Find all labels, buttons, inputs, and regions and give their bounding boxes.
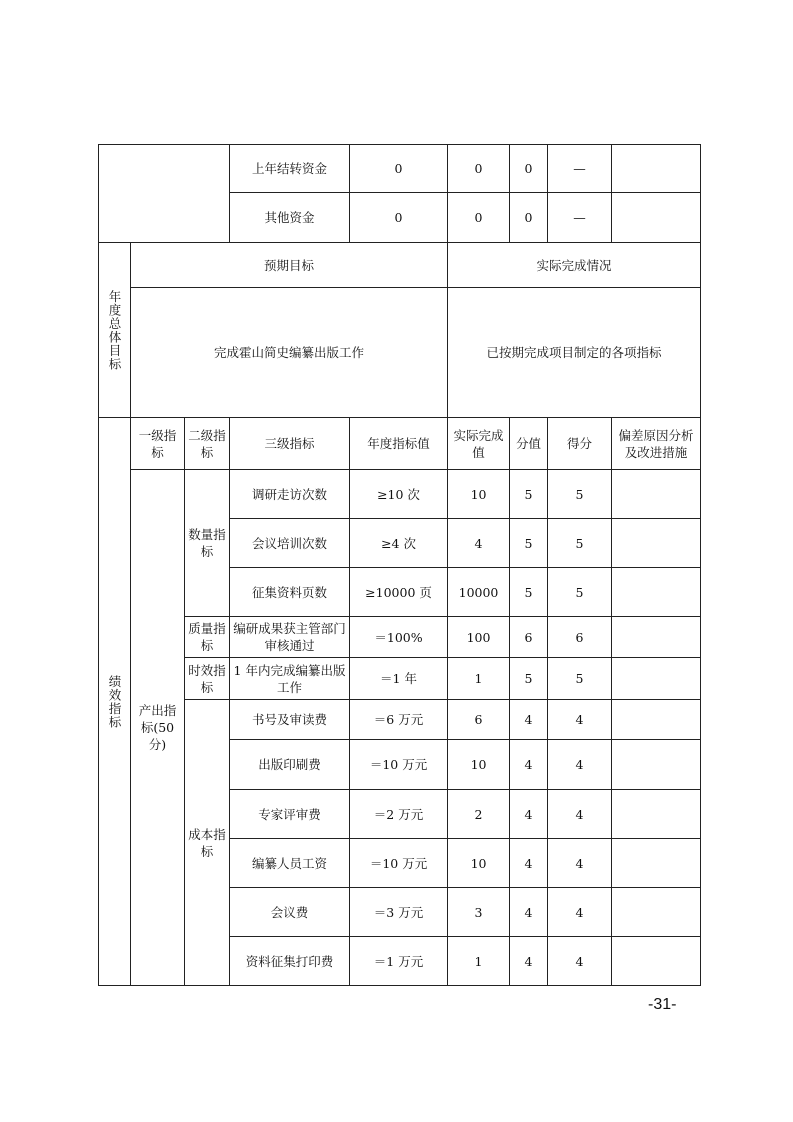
performance-table (98, 144, 701, 986)
indicator-weight: 4 (510, 790, 548, 839)
funding-blank-cell (99, 145, 230, 243)
indicator-target: ＝6 万元 (350, 700, 448, 740)
indicator-row (99, 617, 701, 658)
indicator-actual: 10 (448, 470, 510, 519)
indicator-row (99, 658, 701, 700)
indicator-score: 4 (548, 740, 612, 790)
indicator-score: 5 (548, 568, 612, 617)
indicator-note (612, 839, 701, 888)
indicator-note (612, 617, 701, 658)
indicator-weight: 4 (510, 700, 548, 740)
expected-goal-text: 完成霍山简史编纂出版工作 (131, 288, 448, 418)
indicator-name: 1 年内完成编纂出版工作 (230, 658, 350, 700)
funding-value: — (548, 193, 612, 243)
indicator-note (612, 937, 701, 986)
group-quantity: 数量指标 (185, 470, 230, 617)
indicator-weight: 5 (510, 568, 548, 617)
level1-cell: 产出指标(50分) (131, 470, 185, 986)
indicator-actual: 100 (448, 617, 510, 658)
indicator-target: ＝100% (350, 617, 448, 658)
indicator-score: 5 (548, 658, 612, 700)
indicator-score: 4 (548, 700, 612, 740)
indicator-weight: 5 (510, 470, 548, 519)
actual-header: 实际完成情况 (448, 243, 701, 288)
indicator-weight: 4 (510, 740, 548, 790)
indicator-name: 出版印刷费 (230, 740, 350, 790)
indicator-weight: 4 (510, 839, 548, 888)
indicator-target: ≥10 次 (350, 470, 448, 519)
indicator-note (612, 568, 701, 617)
header-target: 年度指标值 (350, 418, 448, 470)
header-weight: 分值 (510, 418, 548, 470)
indicator-note (612, 519, 701, 568)
indicator-actual: 10 (448, 740, 510, 790)
goal-content-row (99, 288, 701, 418)
indicator-name: 会议费 (230, 888, 350, 937)
header-note: 偏差原因分析及改进措施 (612, 418, 701, 470)
indicator-weight: 6 (510, 617, 548, 658)
funding-value: 0 (448, 193, 510, 243)
group-timeliness: 时效指标 (185, 658, 230, 700)
performance-label: 绩效指标 (107, 674, 122, 729)
header-actual: 实际完成值 (448, 418, 510, 470)
performance-label-cell (99, 418, 131, 986)
indicator-name: 会议培训次数 (230, 519, 350, 568)
indicator-score: 4 (548, 790, 612, 839)
indicator-score: 4 (548, 937, 612, 986)
goal-header-row (99, 243, 701, 288)
funding-value (612, 145, 701, 193)
indicator-actual: 1 (448, 658, 510, 700)
indicator-actual: 1 (448, 937, 510, 986)
funding-value: 0 (448, 145, 510, 193)
expected-header: 预期目标 (131, 243, 448, 288)
indicator-header-row (99, 418, 701, 470)
indicator-target: ＝3 万元 (350, 888, 448, 937)
indicator-note (612, 790, 701, 839)
indicator-target: ＝10 万元 (350, 740, 448, 790)
annual-goal-label-cell (99, 243, 131, 418)
indicator-actual: 10 (448, 839, 510, 888)
indicator-target: ＝10 万元 (350, 839, 448, 888)
indicator-actual: 10000 (448, 568, 510, 617)
funding-value: 0 (350, 145, 448, 193)
indicator-target: ≥10000 页 (350, 568, 448, 617)
indicator-score: 5 (548, 470, 612, 519)
group-cost: 成本指标 (185, 700, 230, 986)
indicator-row (99, 700, 701, 740)
annual-goal-label: 年度总体目标 (107, 289, 122, 371)
indicator-target: ≥4 次 (350, 519, 448, 568)
funding-value: — (548, 145, 612, 193)
header-level1: 一级指标 (131, 418, 185, 470)
indicator-actual: 3 (448, 888, 510, 937)
indicator-weight: 4 (510, 937, 548, 986)
funding-label: 上年结转资金 (230, 145, 350, 193)
group-quality: 质量指标 (185, 617, 230, 658)
indicator-actual: 6 (448, 700, 510, 740)
indicator-target: ＝1 年 (350, 658, 448, 700)
indicator-score: 5 (548, 519, 612, 568)
indicator-name: 书号及审读费 (230, 700, 350, 740)
indicator-name: 资料征集打印费 (230, 937, 350, 986)
indicator-note (612, 740, 701, 790)
funding-value: 0 (350, 193, 448, 243)
funding-value (612, 193, 701, 243)
page-number: -31- (648, 996, 677, 1013)
indicator-score: 4 (548, 839, 612, 888)
actual-goal-text: 已按期完成项目制定的各项指标 (448, 288, 701, 418)
indicator-weight: 5 (510, 658, 548, 700)
indicator-target: ＝2 万元 (350, 790, 448, 839)
funding-row (99, 145, 701, 193)
indicator-actual: 4 (448, 519, 510, 568)
indicator-score: 4 (548, 888, 612, 937)
indicator-name: 调研走访次数 (230, 470, 350, 519)
indicator-actual: 2 (448, 790, 510, 839)
indicator-note (612, 700, 701, 740)
funding-value: 0 (510, 145, 548, 193)
indicator-target: ＝1 万元 (350, 937, 448, 986)
indicator-weight: 4 (510, 888, 548, 937)
indicator-name: 编纂人员工资 (230, 839, 350, 888)
indicator-name: 征集资料页数 (230, 568, 350, 617)
indicator-note (612, 658, 701, 700)
funding-label: 其他资金 (230, 193, 350, 243)
indicator-weight: 5 (510, 519, 548, 568)
indicator-score: 6 (548, 617, 612, 658)
header-level3: 三级指标 (230, 418, 350, 470)
header-score: 得分 (548, 418, 612, 470)
indicator-name: 专家评审费 (230, 790, 350, 839)
indicator-row (99, 470, 701, 519)
indicator-note (612, 470, 701, 519)
funding-value: 0 (510, 193, 548, 243)
header-level2: 二级指标 (185, 418, 230, 470)
indicator-note (612, 888, 701, 937)
indicator-name: 编研成果获主管部门审核通过 (230, 617, 350, 658)
